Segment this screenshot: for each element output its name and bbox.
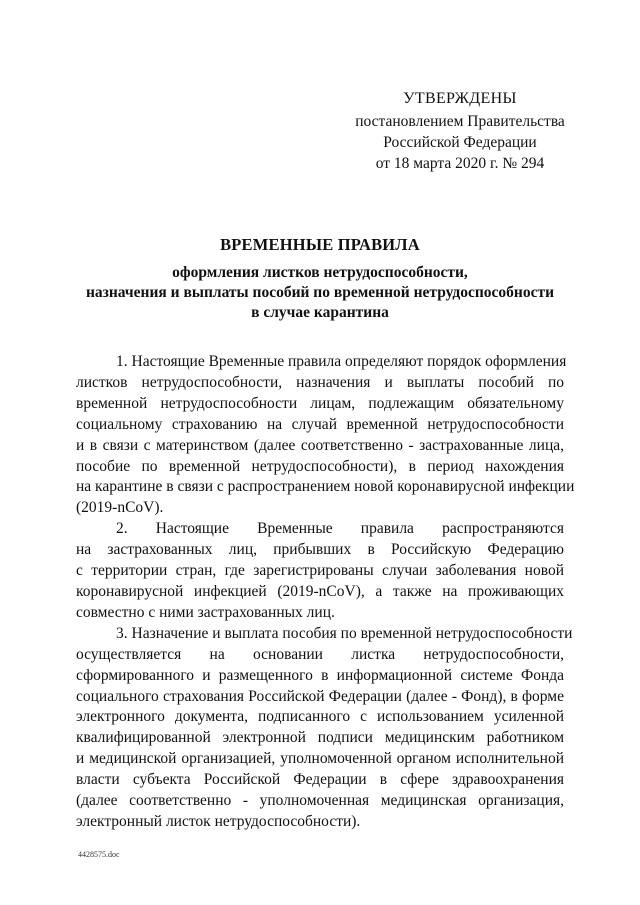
- paragraph-line: (2019-nCoV).: [76, 499, 164, 517]
- document-subtitle-line: назначения и выплаты пособий по временной нетрудоспособности: [85, 284, 555, 301]
- paragraph-line: (далее соответственно - уполномоченная медицинская организация,: [76, 792, 564, 810]
- paragraph-2: [76, 519, 564, 624]
- paragraph-line: листков нетрудоспособности, назначения и выплаты пособий по: [76, 373, 564, 391]
- paragraph-line: 1. Настоящие Временные правила определяют порядок оформления: [116, 353, 567, 370]
- paragraph-line: на застрахованных лиц, прибывших в Российскую Федерацию: [76, 541, 564, 559]
- approval-line: от 18 марта 2020 г. № 294: [375, 155, 545, 172]
- paragraph-3: [76, 624, 573, 833]
- approval-line: Российской Федерации: [383, 134, 537, 151]
- paragraph-line: власти субъекта Российской Федерации в сфере здравоохранения: [76, 771, 564, 789]
- document-file-code: 4428575.doc: [78, 850, 120, 859]
- paragraph-line: квалифицированной электронной подписи медицинским работником: [76, 729, 564, 747]
- paragraph-line: коронавирусной инфекцией (2019-nCoV), а также на проживающих: [76, 582, 564, 600]
- document-subtitle-line: оформления листков нетрудоспособности,: [172, 264, 468, 281]
- approval-title: УТВЕРЖДЕНЫ: [403, 90, 517, 107]
- paragraph-line: социального страхования Российской Федерации (далее - Фонд), в форме: [76, 687, 564, 705]
- paragraph-line: 3. Назначение и выплата пособия по временной нетрудоспособности: [116, 624, 573, 642]
- paragraph-line: социальному страхованию на случай временной нетрудоспособности: [76, 415, 564, 433]
- document-title: ВРЕМЕННЫЕ ПРАВИЛА: [220, 235, 420, 254]
- paragraph-line: совместно с ними застрахованных лиц.: [76, 603, 335, 621]
- paragraph-line: и медицинской организацией, уполномоченной органом исполнительной: [76, 750, 564, 768]
- paragraph-line: электронного документа, подписанного с использованием усиленной: [76, 708, 564, 726]
- approval-block: [330, 88, 590, 174]
- document-heading: [60, 235, 580, 323]
- document-subtitle-line: в случае карантина: [251, 304, 389, 321]
- approval-line: постановлением Правительства: [355, 113, 565, 130]
- paragraph-line: осуществляется на основании листка нетрудоспособности,: [76, 645, 564, 663]
- document-body: [76, 352, 575, 833]
- paragraph-line: с территории стран, где зарегистрированы случаи заболевания новой: [76, 562, 564, 580]
- paragraph-line: электронный листок нетрудоспособности).: [76, 812, 361, 830]
- paragraph-line: 2. Настоящие Временные правила распространяются: [116, 520, 564, 538]
- paragraph-line: сформированного и размещенного в информационной системе Фонда: [76, 666, 564, 684]
- paragraph-line: временной нетрудоспособности лицам, подлежащим обязательному: [76, 394, 564, 412]
- paragraph-line: и в связи с материнством (далее соответственно - застрахованные лица,: [76, 436, 564, 454]
- paragraph-line: пособие по временной нетрудоспособности), в период нахождения: [76, 457, 564, 475]
- paragraph-line: на карантине в связи с распространением новой коронавирусной инфекции: [76, 478, 575, 496]
- paragraph-1: [76, 352, 575, 519]
